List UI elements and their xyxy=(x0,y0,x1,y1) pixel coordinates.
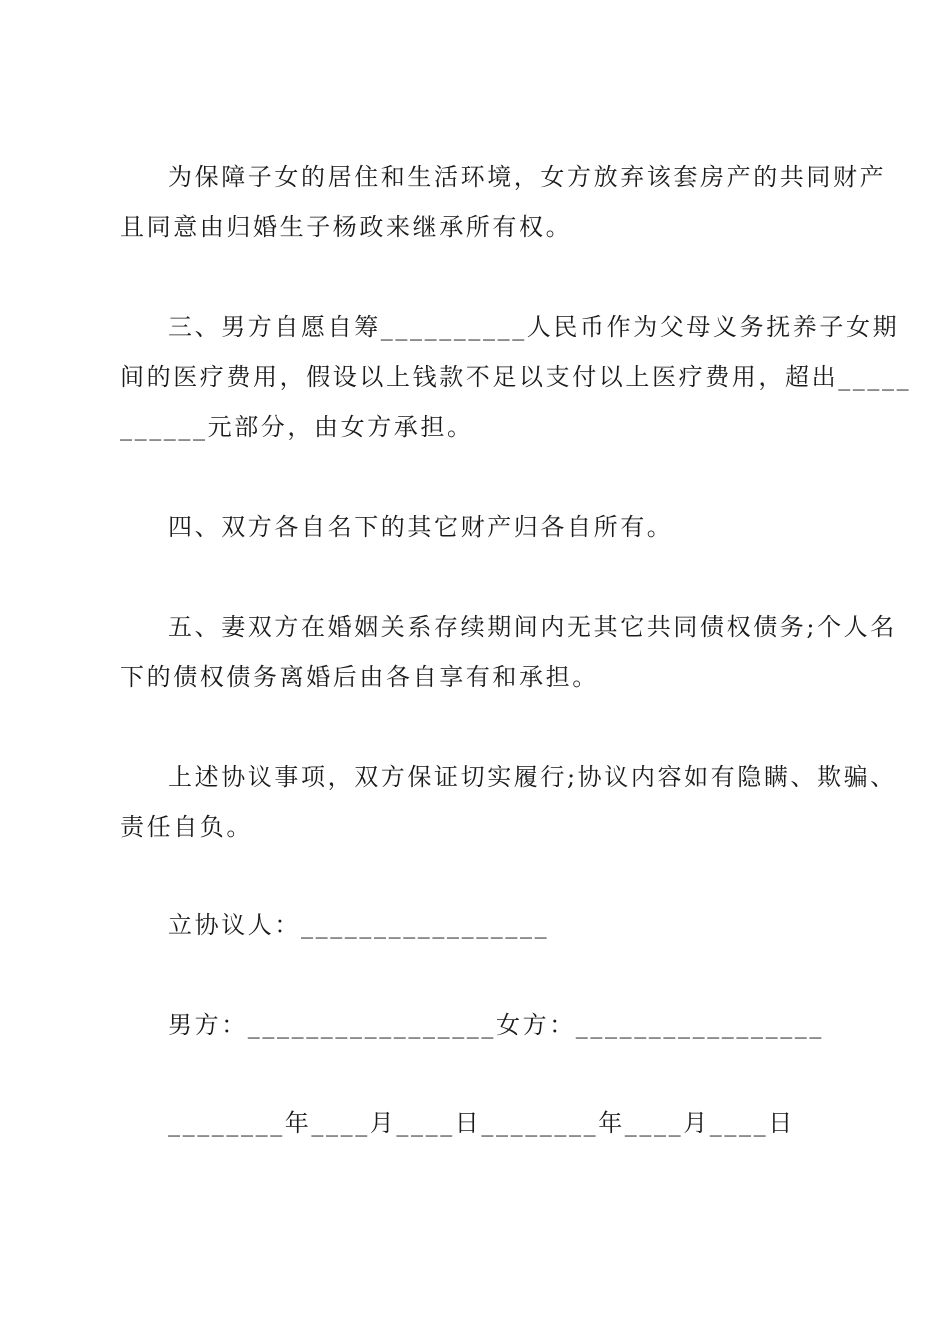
parties-signature-line: 男方：_________________女方：_________________ xyxy=(168,1011,824,1039)
clause-four-line-1: 四、双方各自名下的其它财产归各自所有。 xyxy=(168,513,674,541)
guarantee-line-2: 责任自负。 xyxy=(120,813,253,841)
clause-three-line-2: 间的医疗费用，假设以上钱款不足以支付以上医疗费用，超出_____ xyxy=(120,363,912,391)
clause-five-line-1: 五、妻双方在婚姻关系存续期间内无其它共同债权债务;个人名 xyxy=(168,613,897,641)
date-line: ________年____月____日________年____月____日 xyxy=(168,1109,795,1137)
clause-three-line-1: 三、男方自愿自筹__________人民币作为父母义务抚养子女期 xyxy=(168,313,900,341)
guarantee-line-1: 上述协议事项，双方保证切实履行;协议内容如有隐瞒、欺骗、 xyxy=(168,763,897,791)
paragraph-property-line-2: 且同意由归婚生子杨政来继承所有权。 xyxy=(120,213,573,241)
clause-three-line-3: ______元部分，由女方承担。 xyxy=(120,413,474,441)
paragraph-property-line-1: 为保障子女的居住和生活环境，女方放弃该套房产的共同财产 xyxy=(168,163,887,191)
signatory-line: 立协议人：_________________ xyxy=(168,911,550,939)
clause-five-line-2: 下的债权债务离婚后由各自享有和承担。 xyxy=(120,663,599,691)
